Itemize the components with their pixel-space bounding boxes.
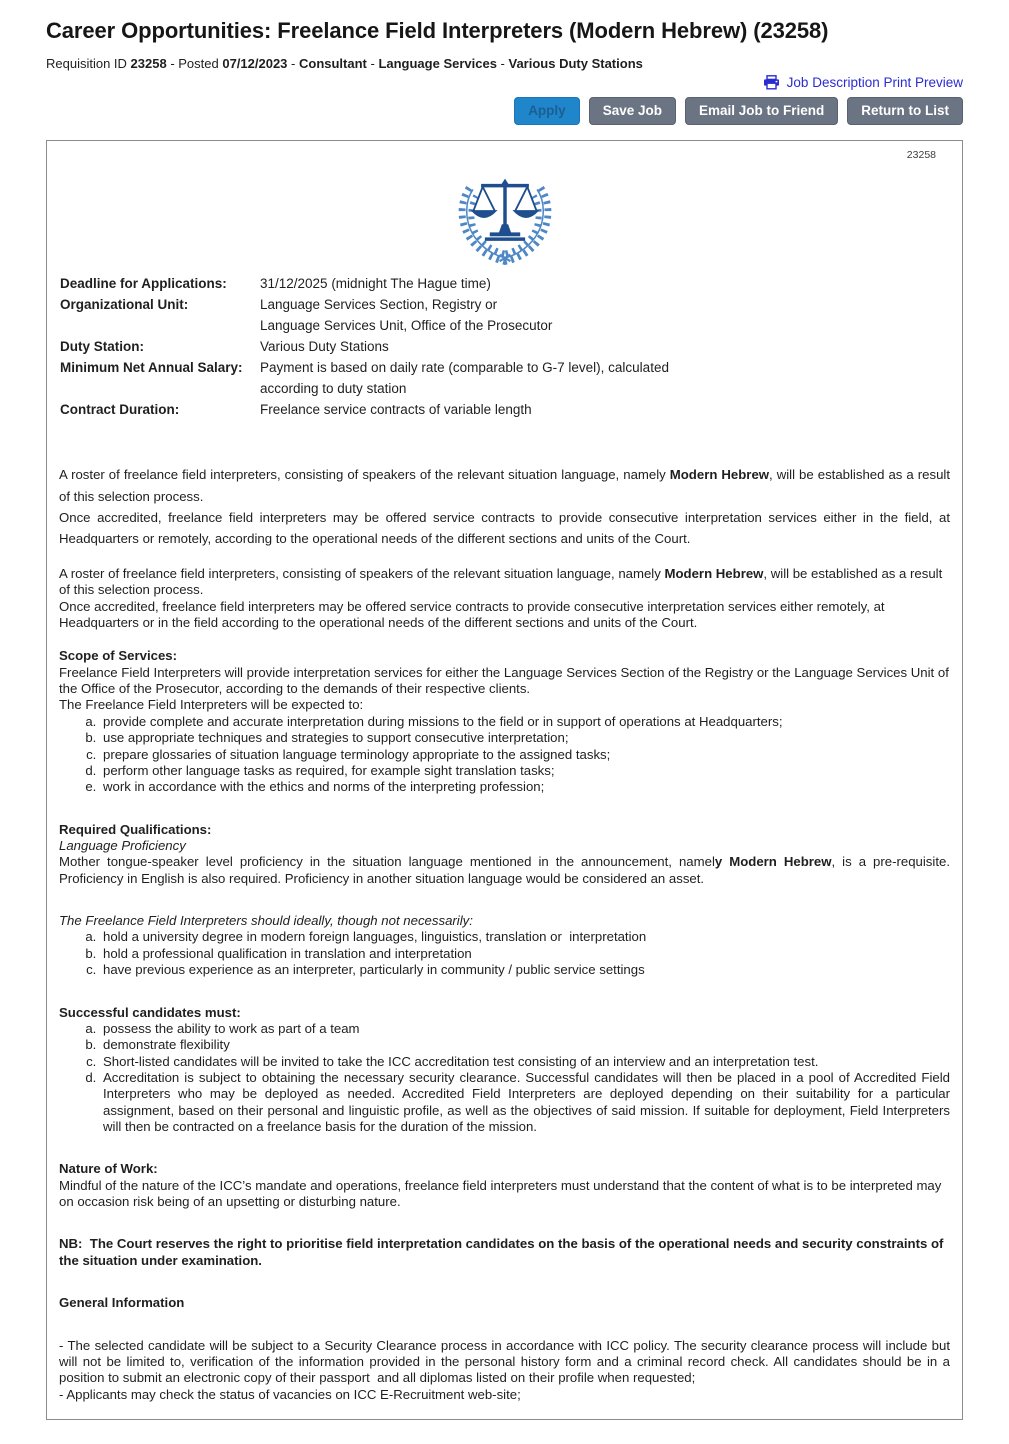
paragraph: The Freelance Field Interpreters will be expected to: <box>59 697 364 713</box>
list-item: e. work in accordance with the ethics and norms of the interpreting profession; <box>100 779 950 795</box>
section-heading: Successful candidates must: <box>59 1004 241 1020</box>
icc-scales-laurel-logo-icon <box>447 165 563 268</box>
header-actions <box>46 75 963 125</box>
detail-label: Duty Station: <box>60 338 144 354</box>
detail-value: Language Services Section, Registry or Language Services Unit, Office of the Prosecutor <box>260 296 553 333</box>
email-job-button[interactable]: Email Job to Friend <box>685 97 838 125</box>
apply-button[interactable]: Apply <box>514 97 580 125</box>
print-preview-label: Job Description Print Preview <box>786 75 963 90</box>
detail-label: Contract Duration: <box>60 401 180 417</box>
paragraph: A roster of freelance field interpreters, consisting of speakers of the relevant situation language, namely Modern Hebrew, will be established as a result of this selection process. Once accredited, freelance field interpreters may be offered service contracts to provide consecutive interpretation services either in the field, at Headquarters or remotely, according to the operational needs of the different sections and units of the Court. <box>59 467 951 546</box>
list-item: c. Short-listed candidates will be invited to take the ICC accreditation test consisting of an interview and an interpretation test. <box>100 1054 950 1070</box>
detail-label: Minimum Net Annual Salary: <box>60 359 243 375</box>
printer-icon <box>763 75 780 90</box>
save-job-button[interactable]: Save Job <box>589 97 676 125</box>
list-item: d. Accreditation is subject to obtaining the necessary security clearance. Successful candidates will then be placed in a pool of Accredited Field Interpreters who may be deployed as needed. Accredited Field Interpreters are deployed depending on their suitability for a particular assignment, based on their personal and linguistic profile, as well as the objectives of said mission. If suitable for deployment, Field Interpreters will then be contracted on a freelance basis for the duration of the mission. <box>100 1070 950 1135</box>
page-title: Career Opportunities: Freelance Field Interpreters (Modern Hebrew) (23258) <box>46 18 829 43</box>
job-description-panel <box>46 140 963 1420</box>
section-heading: General Information <box>59 1295 185 1311</box>
paragraph: The Freelance Field Interpreters should ideally, though not necessarily: <box>59 913 473 929</box>
section-heading: Nature of Work: <box>59 1161 158 1177</box>
job-description-body <box>59 464 950 1403</box>
section-heading: Required Qualifications: <box>59 821 212 837</box>
paragraph: NB: The Court reserves the right to prioritise field interpretation candidates on the basis of the operational needs and security constraints of the situation under examination. <box>59 1236 944 1268</box>
detail-value: Payment is based on daily rate (comparable to G-7 level), calculated according to duty station <box>260 359 669 396</box>
page-header <box>0 0 1009 125</box>
alpha-list <box>59 1021 950 1136</box>
list-item: d. perform other language tasks as required, for example sight translation tasks; <box>100 763 950 779</box>
paragraph: Mother tongue-speaker level proficiency in the situation language mentioned in the announcement, namely Modern Hebrew, is a pre-requisite. Proficiency in English is also required. Proficiency in another situation language would be considered an asset. <box>59 854 950 886</box>
detail-value: Various Duty Stations <box>260 338 389 354</box>
list-item: c. have previous experience as an interpreter, particularly in community / public service settings <box>100 962 950 978</box>
list-item: b. use appropriate techniques and strategies to support consecutive interpretation; <box>100 730 950 746</box>
logo-container <box>59 165 950 268</box>
detail-label: Organizational Unit: <box>60 296 189 312</box>
action-buttons-row <box>514 97 963 125</box>
list-item: a. possess the ability to work as part of a team <box>100 1021 950 1037</box>
detail-label: Deadline for Applications: <box>60 276 227 291</box>
list-item: a. hold a university degree in modern foreign languages, linguistics, translation or interpretation <box>100 929 950 945</box>
list-item: c. prepare glossaries of situation language terminology appropriate to the assigned tasks; <box>100 747 950 763</box>
paragraph: - The selected candidate will be subject to a Security Clearance process in accordance with ICC policy. The security clearance process will include but will not be limited to, verification of the information provided in the personal history form and a criminal record check. All candidates should be in a position to submit an electronic copy of their passport and all diplomas listed on their profile when requested; - Applicants may check the status of vacancies on ICC E-Recruitment web-site; <box>59 1337 950 1402</box>
job-details-table <box>60 274 950 420</box>
alpha-list <box>59 714 950 796</box>
section-heading: Scope of Services: <box>59 648 178 664</box>
alpha-list <box>59 929 950 978</box>
list-item: a. provide complete and accurate interpretation during missions to the field or in support of operations at Headquarters; <box>100 714 950 730</box>
box-requisition-id: 23258 <box>906 149 936 161</box>
detail-value: 31/12/2025 (midnight The Hague time) <box>260 276 491 291</box>
return-to-list-button[interactable]: Return to List <box>847 97 963 125</box>
requisition-summary-line: Requisition ID 23258 - Posted 07/12/2023 - Consultant - Language Services - Various Duty Stations <box>46 56 643 71</box>
print-preview-link[interactable] <box>763 75 963 90</box>
list-item: b. demonstrate flexibility <box>100 1037 950 1053</box>
paragraph: Freelance Field Interpreters will provide interpretation services for either the Language Services Section of the Registry or the Language Services Unit of the Office of the Prosecutor, according to the demands of their respective clients. <box>59 664 949 697</box>
paragraph: Mindful of the nature of the ICC’s mandate and operations, freelance field interpreters must understand that the content of what is to be interpreted may on occasion risk being of an upsetting or disturbing nature. <box>59 1177 942 1210</box>
paragraph: A roster of freelance field interpreters, consisting of speakers of the relevant situation language, namely Modern Hebrew, will be established as a result of this selection process. Once accredited, freelance field interpreters may be offered service contracts to provide consecutive interpretation services either remotely, at Headquarters or in the field according to the operational needs of the different sections and units of the Court. <box>59 565 943 631</box>
detail-value: Freelance service contracts of variable length <box>260 401 532 417</box>
list-item: b. hold a professional qualification in translation and interpretation <box>100 946 950 962</box>
paragraph: Language Proficiency <box>59 837 186 853</box>
